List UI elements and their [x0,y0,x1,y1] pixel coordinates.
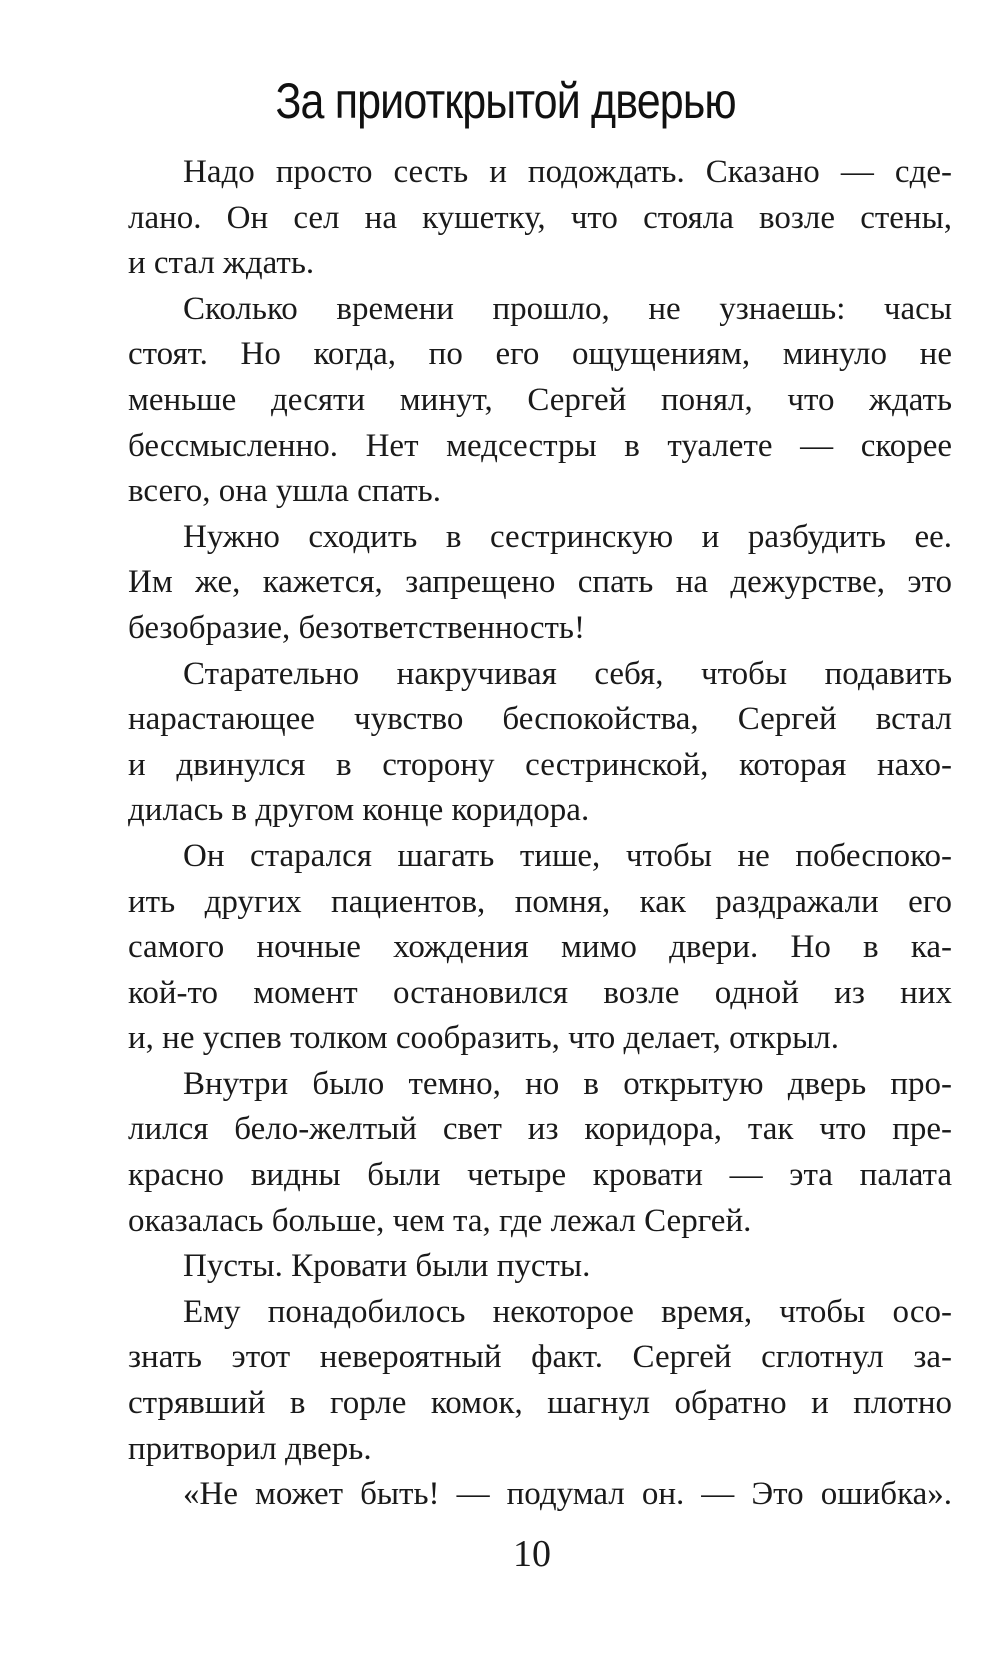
text-line: Он старался шагать тише, чтобы не побеспоко- [183,837,952,874]
text-line: лано. Он сел на кушетку, что стояла возле стены, [128,199,952,236]
text-line: притворил дверь. [128,1430,372,1467]
paragraph [128,1244,952,1290]
text-line: красно видны были четыре кровати — эта палата [128,1157,952,1194]
text-line: знать этот невероятный факт. Сергей сглотнул за- [128,1339,952,1376]
text-line: Пусты. Кровати были пусты. [183,1248,591,1285]
paragraph [128,652,952,834]
text-line: лился бело-желтый свет из коридора, так что пре- [128,1111,952,1148]
paragraph [128,1290,952,1472]
paragraph [128,287,952,515]
text-line: Надо просто сесть и подождать. Сказано — сде- [183,154,952,190]
text-line: и стал ждать. [128,245,315,282]
paragraph [128,1062,952,1244]
page-number: 10 [513,1533,551,1575]
text-line: меньше десяти минут, Сергей понял, что ждать [128,381,952,418]
text-line: ить других пациентов, помня, как раздражали его [128,883,952,920]
paragraph [128,1472,952,1518]
text-line: нарастающее чувство беспокойства, Сергей встал [128,701,952,738]
paragraph [128,834,952,1062]
text-line: и двинулся в сторону сестринской, которая нахо- [128,746,952,783]
text-line: Сколько времени прошло, не узнаешь: часы [183,290,952,327]
text-line: оказалась больше, чем та, где лежал Сергей. [128,1202,752,1239]
text-line: Старательно накручивая себя, чтобы подавить [183,655,952,692]
body-text [128,150,952,1518]
text-line: «Не может быть! — подумал он. — Это ошибка». [183,1476,952,1513]
text-line: самого ночные хождения мимо двери. Но в ка- [128,929,952,966]
text-line: и, не успев толком сообразить, что делает, открыл. [128,1020,840,1057]
text-line: дилась в другом конце коридора. [128,792,590,829]
text-line: Ему понадобилось некоторое время, чтобы осо- [183,1293,952,1330]
text-line: бессмысленно. Нет медсестры в туалете — скорее [128,427,952,464]
text-line: кой-то момент остановился возле одной из них [128,974,952,1011]
text-line: стоят. Но когда, по его ощущениям, минуло не [128,336,952,373]
text-line: Им же, кажется, запрещено спать на дежурстве, это [128,564,952,601]
text-line: всего, она ушла спать. [128,473,441,510]
chapter-title: За приоткрытой дверью [275,73,736,129]
paragraph [128,150,952,287]
text-line: безобразие, безответственность! [128,609,585,646]
paragraph [128,515,952,652]
text-line: Внутри было темно, но в открытую дверь про- [183,1065,952,1102]
text-line: стрявший в горле комок, шагнул обратно и плотно [128,1385,952,1422]
text-line: Нужно сходить в сестринскую и разбудить ее. [183,518,952,555]
